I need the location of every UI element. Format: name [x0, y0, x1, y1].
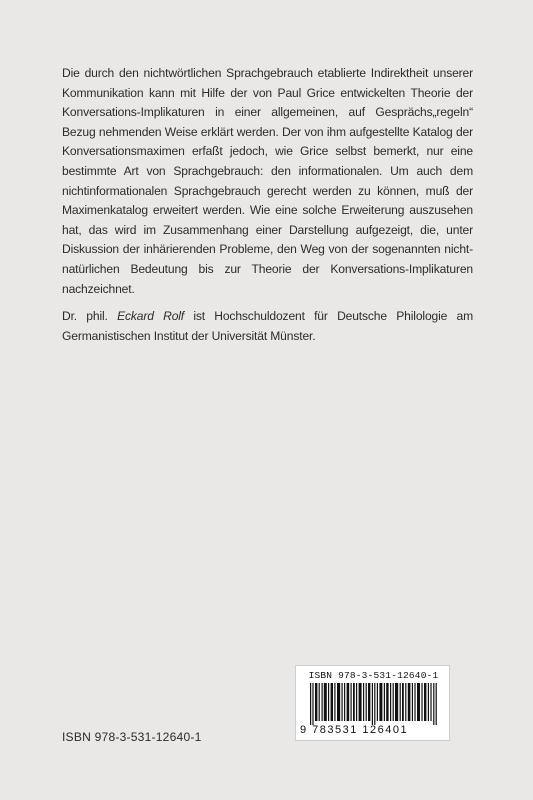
author-name: Eckard Rolf: [117, 309, 185, 323]
blurb-text: Die durch den nichtwörtlichen Sprachgebrauch etablierte Indirektheit unserer Kommunikation kann mit Hilfe der von Paul Grice entwickelten Theorie der Konversations-Implikaturen in einer allgemeinen, auf Gesprächs„regeln“ Bezug nehmenden Weise erklärt werden. Der von ihm aufgestellte Katalog der Konversationsmaximen erfaßt jedoch, wie Grice selbst bemerkt, nur eine bestimmte Art von Sprachgebrauch: den informationalen. Um auch dem nichtinformationalen Sprachgebrauch gerecht werden zu können, muß der Maximenkatalog erweitert werden. Wie eine solche Erweiterung auszusehen hat, das wird im Zusammenhang einer Darstellung aufgezeigt, die, unter Diskussion der inhärierenden Probleme, den Weg von der sogenannten nicht-natürlichen Bedeutung bis zur Theorie der Konversations-Implikaturen nachzeichnet.: [62, 66, 473, 296]
barcode-digits: 9 783531 126401: [300, 724, 409, 736]
author-description: ist Hochschuldozent für Deutsche Philologie am Germanistischen Institut der Universität Münster.: [62, 309, 474, 343]
barcode-bars-graphic: [310, 683, 437, 725]
author-bio: [62, 307, 473, 346]
barcode-isbn-label: ISBN 978-3-531-12640-1: [308, 670, 439, 681]
isbn-text: ISBN 978-3-531-12640-1: [62, 730, 202, 744]
author-title: Dr. phil.: [62, 309, 108, 323]
barcode: [295, 665, 450, 741]
